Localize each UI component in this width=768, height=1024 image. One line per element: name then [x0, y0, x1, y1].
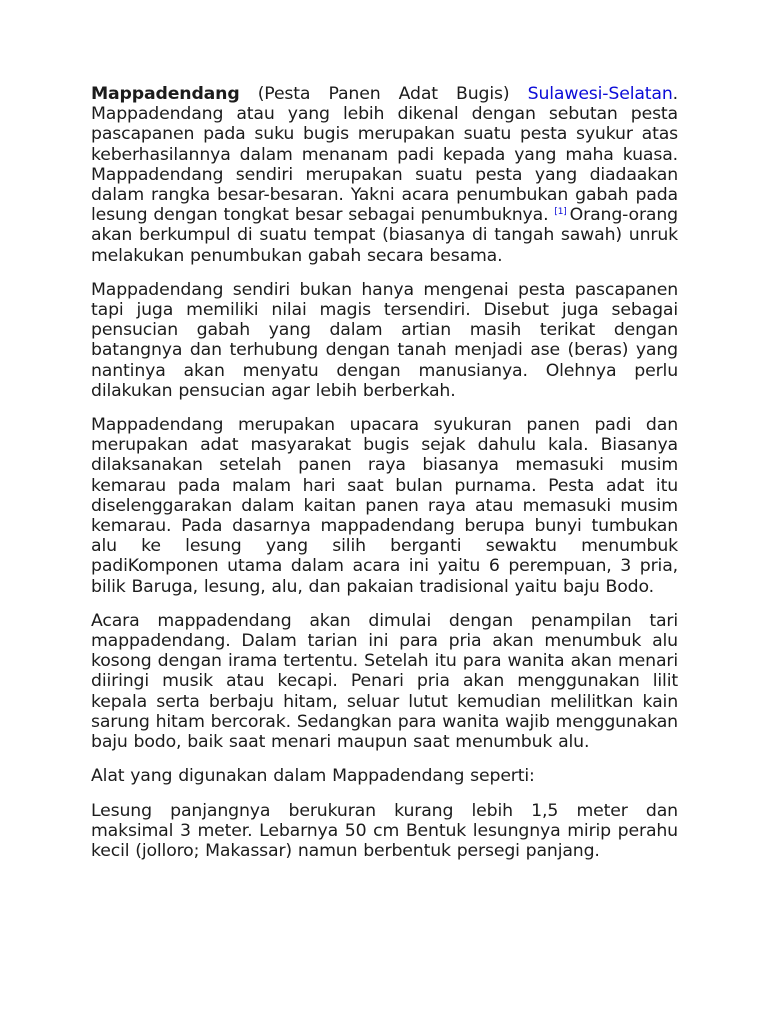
article-title: Mappadendang: [91, 84, 240, 104]
paragraph-ceremony: Mappadendang merupakan upacara syukuran panen padi dan merupakan adat masyarakat bugis sejak dahulu kala. Biasanya dilaksanakan setelah panen raya biasanya memasuki musim kemarau pada malam hari saat bulan purnama. Pesta adat itu diselenggarakan dalam kaitan panen raya atau memasuki musim kemarau. Pada dasarnya mappadendang berupa bunyi tumbukan alu ke lesung yang silih berganti sewaktu menumbuk padiKomponen utama dalam acara ini yaitu 6 perempuan, 3 pria, bilik Baruga, lesung, alu, dan pakaian tradisional yaitu baju Bodo.: [91, 415, 678, 597]
paragraph-lesung: Lesung panjangnya berukuran kurang lebih 1,5 meter dan maksimal 3 meter. Lebarnya 50 cm Bentuk lesungnya mirip perahu kecil (jolloro; Makassar) namun berbentuk persegi panjang.: [91, 800, 678, 861]
paragraph-tools-intro: Alat yang digunakan dalam Mappadendang seperti:: [91, 766, 535, 787]
intro-text: . Mappadendang atau yang lebih dikenal dengan sebutan pesta pascapanen pada suku bugis merupakan suatu pesta syukur atas keberhasilannya dalam menanam padi kepada yang maha kuasa. Mappadendang sendiri merupakan suatu pesta yang diadaakan dalam rangka besar-besaran. Yakni acara penumbukan gabah pada lesung dengan tongkat besar sebagai penumbuknya.: [91, 84, 678, 226]
sulawesi-selatan-link[interactable]: Sulawesi-Selatan: [527, 84, 673, 104]
intro-text-continued: Orang-orang akan berkumpul di suatu tempat (biasanya di tangah sawah) unruk melakukan penumbukan gabah secara besama.: [91, 205, 678, 266]
paragraph-magic-value: Mappadendang sendiri bukan hanya mengenai pesta pascapanen tapi juga memiliki nilai magis tersendiri. Disebut juga sebagai pensucian gabah yang dalam artian masih terikat dengan batangnya dan terhubung dengan tanah menjadi ase (beras) yang nantinya akan menyatu dengan manusianya. Olehnya perlu dilakukan pensucian agar lebih berberkah.: [91, 279, 678, 401]
paragraph-intro: [91, 84, 678, 266]
title-subtitle-text: (Pesta Panen Adat Bugis): [239, 84, 528, 104]
paragraph-dance: Acara mappadendang akan dimulai dengan penampilan tari mappadendang. Dalam tarian ini para pria akan menumbuk alu kosong dengan irama tertentu. Setelah itu para wanita akan menari diiringi musik atau kecapi. Penari pria akan menggunakan lilit kepala serta berbaju hitam, seluar lutut kemudian melilitkan kain sarung hitam bercorak. Sedangkan para wanita wajib menggunakan baju bodo, baik saat menari maupun saat menumbuk alu.: [91, 610, 678, 753]
reference-link[interactable]: [1]: [554, 207, 567, 218]
document-body: [91, 84, 678, 861]
